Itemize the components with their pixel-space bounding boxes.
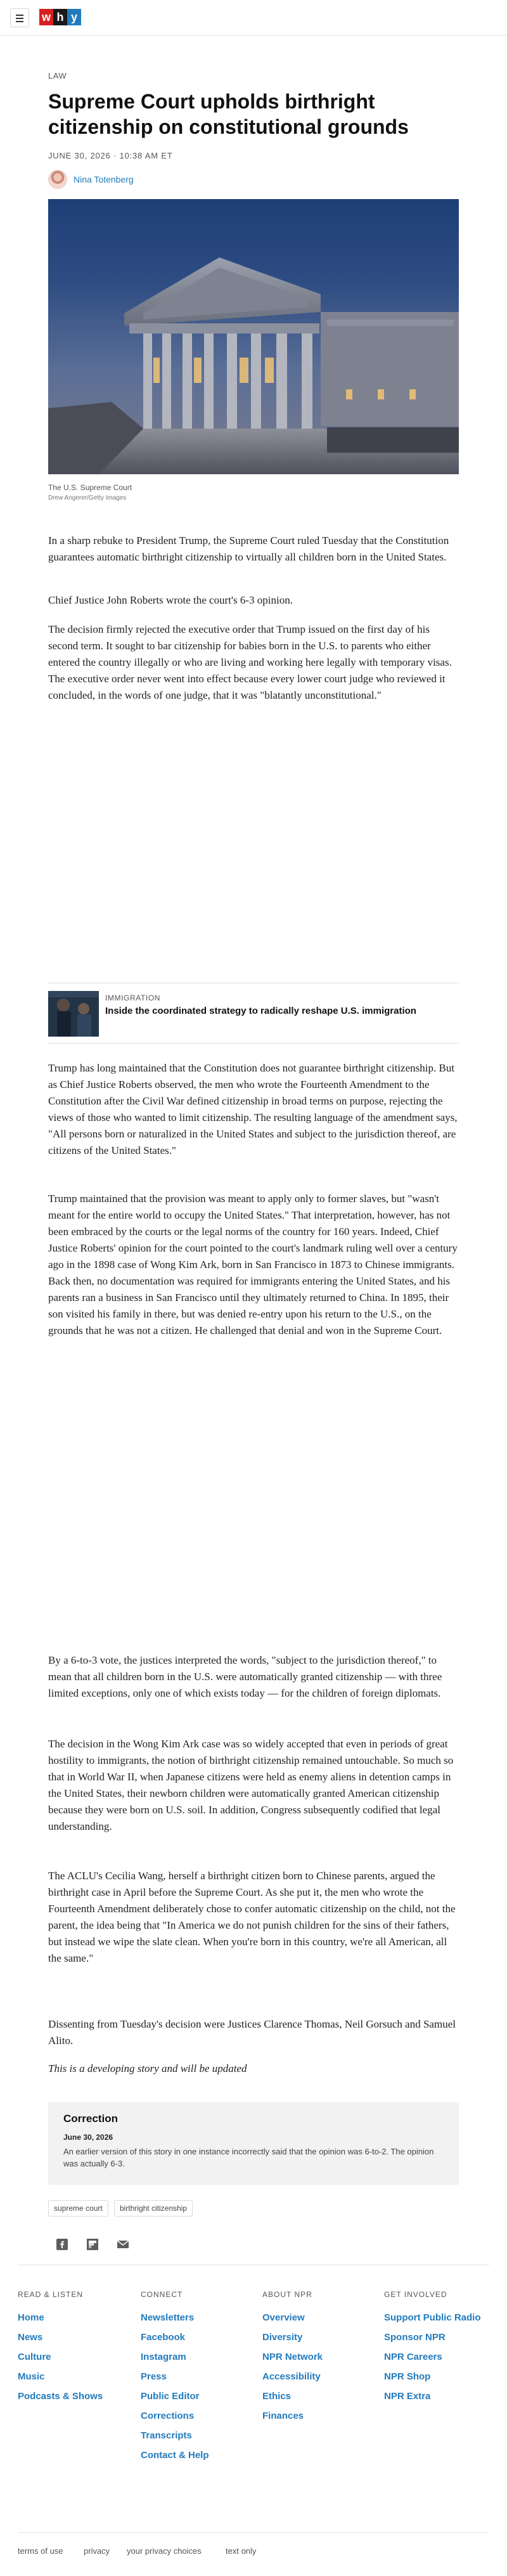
related-story-title[interactable]: Inside the coordinated strategy to radically reshape U.S. immigration: [105, 1006, 416, 1016]
footer-link-newsletters[interactable]: Newsletters: [141, 2312, 195, 2323]
footer-link-ethics[interactable]: Ethics: [262, 2391, 292, 2402]
footer-link-transcripts[interactable]: Transcripts: [141, 2430, 192, 2441]
footer-link-corrections[interactable]: Corrections: [141, 2411, 195, 2421]
site-header: [0, 0, 507, 36]
related-story-thumbnail[interactable]: [48, 991, 99, 1037]
footer-heading: GET INVOLVED: [384, 2290, 447, 2299]
footer-link-diversity[interactable]: Diversity: [262, 2332, 303, 2343]
correction-text: An earlier version of this story in one instance incorrectly said that the opinion was 6-to-2. The opinion was actually 6-3.: [63, 2147, 434, 2168]
footer-link-news[interactable]: News: [18, 2332, 43, 2343]
footer-link-facebook[interactable]: Facebook: [141, 2332, 186, 2343]
author-link[interactable]: Nina Totenberg: [74, 174, 134, 184]
footer-link-home[interactable]: Home: [18, 2312, 44, 2323]
logo-letter-3: y: [67, 9, 81, 25]
tag-supreme-court[interactable]: supreme court: [48, 2200, 108, 2217]
footer-link-culture[interactable]: Culture: [18, 2352, 51, 2362]
footer-link-finances[interactable]: Finances: [262, 2411, 304, 2421]
legal-link-text-only[interactable]: text only: [226, 2546, 257, 2556]
footer-link-overview[interactable]: Overview: [262, 2312, 305, 2323]
footer-heading: CONNECT: [141, 2290, 183, 2299]
footer-link-press[interactable]: Press: [141, 2371, 167, 2382]
legal-link-privacy[interactable]: privacy: [84, 2546, 110, 2556]
article-title: Supreme Court upholds birthright citizenship on constitutional grounds: [48, 90, 409, 138]
footer-heading: READ & LISTEN: [18, 2290, 84, 2299]
footer-link-npr-shop[interactable]: NPR Shop: [384, 2371, 431, 2382]
image-credit: Drew Angerer/Getty Images: [48, 495, 127, 502]
footer-link-npr-careers[interactable]: NPR Careers: [384, 2352, 442, 2362]
tag-birthright-citizenship[interactable]: birthright citizenship: [114, 2200, 193, 2217]
legal-link-terms[interactable]: terms of use: [18, 2546, 63, 2556]
image-caption: The U.S. Supreme Court: [48, 483, 132, 492]
hamburger-menu-icon: [16, 15, 23, 16]
menu-button[interactable]: [10, 8, 29, 27]
paragraph-6: By a 6-to-3 vote, the justices interpreted the words, "subject to the jurisdiction thereof," to mean that all children born in the U.S. were automatically granted citizenship — with three limited exceptions, only one of which exists today — for the children of foreign diplomats.: [48, 1654, 442, 1699]
byline: [48, 170, 134, 189]
paragraph-1: In a sharp rebuke to President Trump, the Supreme Court ruled Tuesday that the Constitution guarantees automatic birthright citizenship to virtually all children born in the United States.: [48, 534, 449, 563]
footer-link-support-public-radio[interactable]: Support Public Radio: [384, 2312, 481, 2323]
legal-link-privacy-choices[interactable]: your privacy choices: [127, 2546, 202, 2556]
facebook-icon[interactable]: [56, 2238, 68, 2251]
related-story-label: IMMIGRATION: [105, 994, 161, 1002]
paragraph-5: Trump maintained that the provision was meant to apply only to former slaves, but "wasn't meant for the entire world to occupy the United States." That interpretation, however, has not been embraced by the courts or the legal norms of the country for 160 years. Indeed, Chief Justice Roberts' opinion for the court pointed to the court's landmark ruling well over a century ago in the 1898 case of Wong Kim Ark, born in San Francisco in 1873 to Chinese immigrants. Back then, no documentation was required for immigrants entering the United States, and his parents ran a business in San Francisco until they ultimately returned to China. In 1895, their son visited his family in there, but was denied re-entry upon his return to the U.S., on the grounds that he was not a citizen. He challenged that denial and won in the Supreme Court.: [48, 1193, 458, 1337]
hero-image: [48, 199, 459, 474]
legal-divider: [18, 2532, 489, 2533]
site-logo[interactable]: [39, 9, 81, 25]
correction-date: June 30, 2026: [63, 2133, 113, 2142]
logo-letter-2: h: [53, 9, 67, 25]
article-date: JUNE 30, 2026 · 10:38 AM ET: [48, 151, 173, 160]
paragraph-7: The decision in the Wong Kim Ark case was so widely accepted that even in periods of great hostility to immigrants, the notion of birthright citizenship remained untouchable. So much so that in World War II, when Japanese citizens were held as enemy aliens in detention camps in the United States, their newborn children were automatically granted American citizenship because they were born on U.S. soil. In addition, Congress subsequently codified that legal understanding.: [48, 1738, 454, 1832]
paragraph-8: The ACLU's Cecilia Wang, herself a birthright citizen born to Chinese parents, argued the birthright case in April before the Supreme Court. As she put it, the men who wrote the Fourteenth Amendment deliberately chose to confer automatic citizenship on the child, not the parent, the idea being that "In America we do not punish children for the sins of their fathers, but instead we wipe the slate clean. When you're born in this country, we're all American, all the same.": [48, 1870, 456, 1964]
footer-heading: ABOUT NPR: [262, 2290, 312, 2299]
footer-column-about-npr: [262, 2290, 376, 2422]
flipboard-icon[interactable]: [86, 2238, 99, 2251]
footer-link-accessibility[interactable]: Accessibility: [262, 2371, 321, 2382]
author-avatar[interactable]: [48, 170, 67, 189]
logo-letter-1: w: [39, 9, 53, 25]
footer-link-public-editor[interactable]: Public Editor: [141, 2391, 200, 2402]
correction-box: [48, 2102, 459, 2185]
footer-link-podcasts-shows[interactable]: Podcasts & Shows: [18, 2391, 103, 2402]
footer-link-music[interactable]: Music: [18, 2371, 45, 2382]
footer-link-contact-help[interactable]: Contact & Help: [141, 2450, 209, 2461]
paragraph-9: Dissenting from Tuesday's decision were Justices Clarence Thomas, Neil Gorsuch and Samuel Alito.: [48, 2018, 456, 2047]
footer-link-instagram[interactable]: Instagram: [141, 2352, 186, 2362]
email-icon[interactable]: [117, 2238, 129, 2251]
supreme-court-image: [48, 199, 459, 474]
paragraph-2: Chief Justice John Roberts wrote the court's 6-3 opinion.: [48, 594, 293, 606]
paragraph-3: The decision firmly rejected the executive order that Trump issued on the first day of his second term. It sought to bar citizenship for babies born in the U.S. to parents who either entered the country illegally or who are living and working here legally with temporary visas. The executive order never went into effect because every lower court judge who reviewed it concluded, in the words of one judge, that it was "blatantly unconstitutional.": [48, 623, 452, 701]
related-story[interactable]: [48, 983, 459, 1044]
footer-column-connect: [141, 2290, 255, 2461]
footer-column-get-involved: [384, 2290, 498, 2402]
footer-link-npr-network[interactable]: NPR Network: [262, 2352, 323, 2362]
paragraph-4: Trump has long maintained that the Constitution does not guarantee birthright citizenship. But as Chief Justice Roberts observed, the men who wrote the Fourteenth Amendment to the Constitution after the Civil War defined citizenship in broad terms on purpose, rejecting the views of those who wanted to limit citizenship. The resulting language of the amendment says, "All persons born or naturalized in the United States and subject to the jurisdiction thereof, are citizens of the United States.": [48, 1062, 458, 1156]
footer-column-read-listen: [18, 2290, 132, 2402]
footer-link-npr-extra[interactable]: NPR Extra: [384, 2391, 431, 2402]
section-label[interactable]: LAW: [48, 71, 67, 81]
developing-note: This is a developing story and will be updated: [48, 2062, 247, 2074]
footer-link-sponsor-npr[interactable]: Sponsor NPR: [384, 2332, 446, 2343]
correction-heading: Correction: [63, 2113, 118, 2125]
